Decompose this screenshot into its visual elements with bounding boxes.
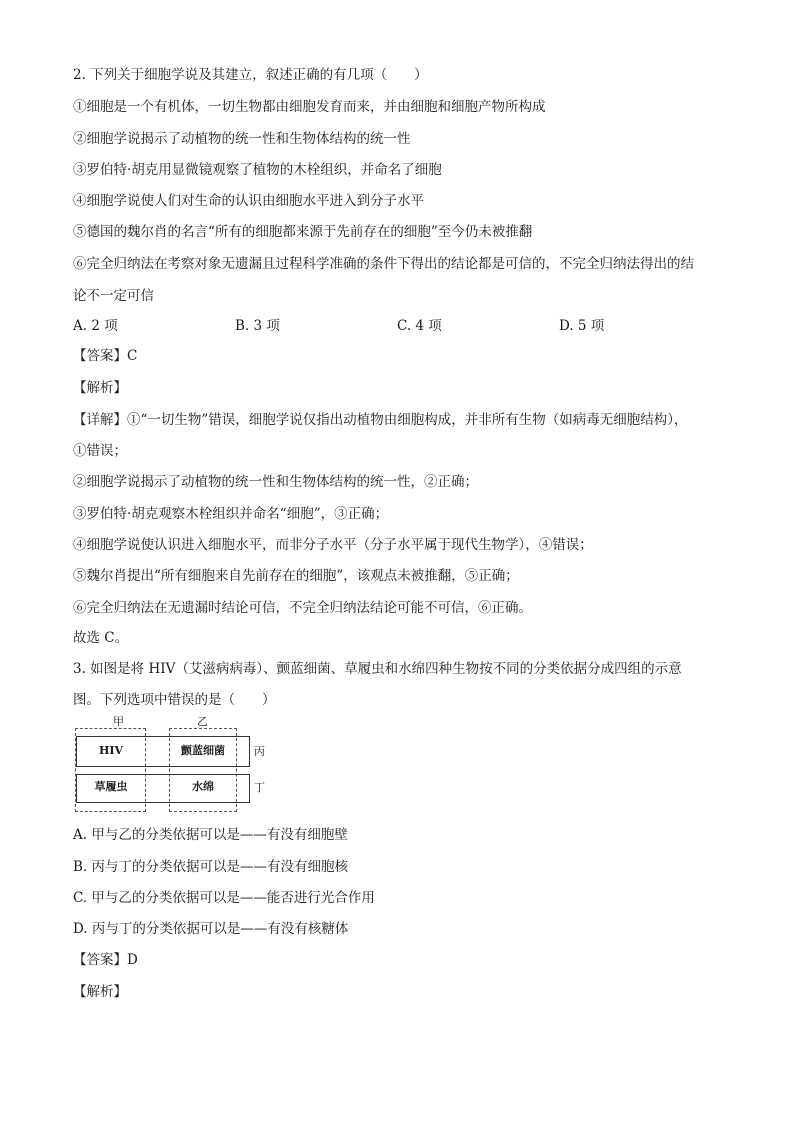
label-jia: 甲 — [113, 715, 124, 728]
q2-statement-1: ①细胞是一个有机体，一切生物都由细胞发育而来，并由细胞和细胞产物所构成 — [73, 99, 546, 115]
label-yi: 乙 — [197, 715, 208, 728]
cell-hiv: HIV — [98, 744, 124, 757]
q2-analysis-line-8: 故选 C。 — [73, 630, 129, 646]
q2-analysis-line-5: ④细胞学说使认识进入细胞水平，而非分子水平（分子水平属于现代生物学），④错误； — [73, 537, 593, 553]
q2-analysis-line-1: 【详解】①“一切生物”错误，细胞学说仅指出动植物由细胞构成，并非所有生物（如病毒无细胞结构）， — [73, 412, 688, 428]
q3-stem-line-2: 图。下列选项中错误的是（ ） — [73, 692, 276, 708]
cell-paramecium: 草履虫 — [94, 780, 128, 793]
q2-option-c: C. 4 项 — [397, 318, 442, 334]
q2-analysis-label: 【解析】 — [73, 380, 127, 396]
label-ding: 丁 — [254, 781, 265, 794]
q2-analysis-line-2: ①错误； — [73, 443, 127, 459]
q3-option-a: A. 甲与乙的分类依据可以是——有没有细胞壁 — [73, 827, 348, 843]
column-jia-dashed-box — [75, 728, 146, 812]
q3-stem-line-1: 3. 如图是将 HIV（艾滋病病毒）、颤蓝细菌、草履虫和水绵四种生物按不同的分类依据分成四组的示意 — [73, 661, 682, 677]
q2-option-a: A. 2 项 — [73, 318, 118, 334]
q2-answer: 【答案】C — [73, 348, 138, 364]
q2-statement-3: ③罗伯特·胡克用显微镜观察了植物的木栓组织，并命名了细胞 — [73, 162, 442, 178]
classification-diagram — [73, 716, 273, 816]
column-yi-dashed-box — [169, 728, 237, 812]
q3-option-c: C. 甲与乙的分类依据可以是——能否进行光合作用 — [73, 890, 375, 906]
q2-option-d: D. 5 项 — [559, 318, 605, 334]
q3-option-b: B. 丙与丁的分类依据可以是——有没有细胞核 — [73, 859, 349, 875]
q2-analysis-line-6: ⑤魏尔肖提出“所有细胞来自先前存在的细胞”，该观点未被推翻，⑤正确； — [73, 568, 519, 584]
q3-analysis-label: 【解析】 — [73, 984, 127, 1000]
q2-statement-5: ⑤德国的魏尔肖的名言“所有的细胞都来源于先前存在的细胞”至今仍未被推翻 — [73, 224, 533, 240]
cell-spirogyra: 水绵 — [192, 780, 214, 793]
q2-statement-2: ②细胞学说揭示了动植物的统一性和生物体结构的统一性 — [73, 131, 411, 147]
q2-statement-6-cont: 论不一定可信 — [73, 288, 154, 304]
q2-analysis-line-3: ②细胞学说揭示了动植物的统一性和生物体结构的统一性，②正确； — [73, 474, 478, 490]
label-bing: 丙 — [254, 745, 265, 758]
q2-option-b: B. 3 项 — [235, 318, 280, 334]
q2-stem: 2. 下列关于细胞学说及其建立，叙述正确的有几项（ ） — [73, 67, 428, 83]
q3-option-d: D. 丙与丁的分类依据可以是——有没有核糖体 — [73, 921, 349, 937]
cell-cyanobacteria: 颤蓝细菌 — [181, 744, 225, 757]
q2-analysis-line-4: ③罗伯特·胡克观察木栓组织并命名“细胞”，③正确； — [73, 506, 389, 522]
q2-statement-6: ⑥完全归纳法在考察对象无遗漏且过程科学准确的条件下得出的结论都是可信的，不完全归纳法得出的结 — [73, 256, 694, 272]
q3-answer: 【答案】D — [73, 952, 138, 968]
q2-analysis-line-7: ⑥完全归纳法在无遗漏时结论可信，不完全归纳法结论可能不可信，⑥正确。 — [73, 600, 532, 616]
q2-statement-4: ④细胞学说使人们对生命的认识由细胞水平进入到分子水平 — [73, 193, 424, 209]
